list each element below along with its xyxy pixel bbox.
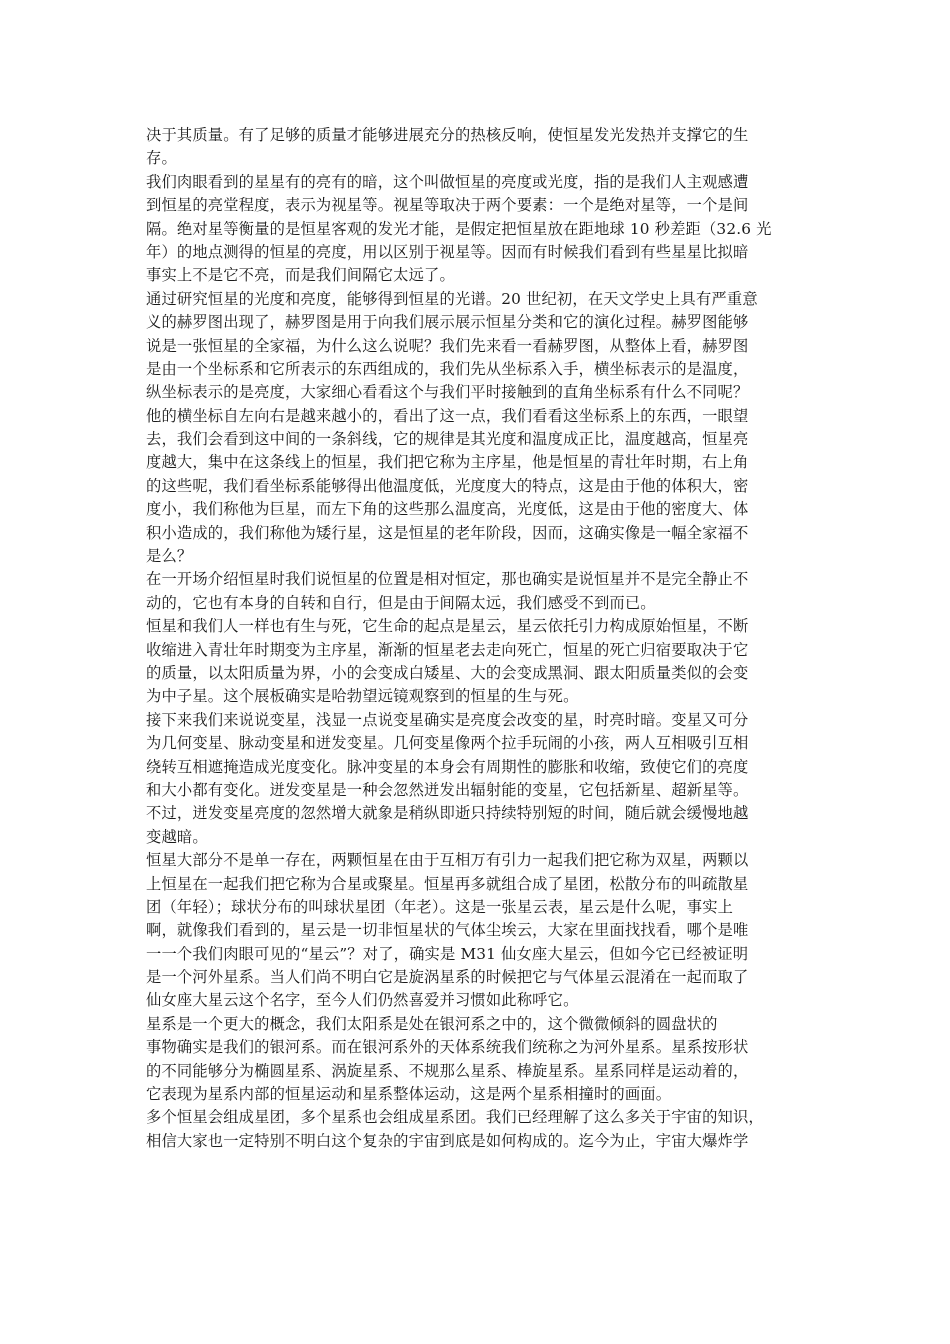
- text-line: 的这些呢，我们看坐标系能够得出他温度低，光度度大的特点，这是由于他的体积大，密: [146, 476, 749, 495]
- text-line: 的质量，以太阳质量为界，小的会变成白矮星、大的会变成黑洞、跟太阳质量类似的会变: [146, 663, 749, 682]
- text-line: 动的，它也有本身的自转和自行，但是由于间隔太远，我们感受不到而已。: [146, 593, 656, 612]
- text-line: 不过，迸发变星亮度的忽然增大就象是稍纵即逝只持续特别短的时间，随后就会缓慢地越: [146, 804, 749, 823]
- text-line: 仙女座大星云这个名字，至今人们仍然喜爱并习惯如此称呼它。: [146, 991, 579, 1010]
- text-line: 上恒星在一起我们把它称为合星或聚星。恒星再多就组合成了星团，松散分布的叫疏散星: [146, 874, 749, 893]
- text-line: 是由一个坐标系和它所表示的东西组成的，我们先从坐标系入手，横坐标表示的是温度，: [146, 359, 749, 378]
- text-line: 接下来我们来说说变星，浅显一点说变星确实是亮度会改变的星，时亮时暗。变星又可分: [146, 710, 749, 729]
- text-line: 度小，我们称他为巨星，而左下角的这些那么温度高，光度低，这是由于他的密度大、体: [146, 500, 749, 519]
- text-line: 纵坐标表示的是亮度，大家细心看看这个与我们平时接触到的直角坐标系有什么不同呢？: [146, 383, 749, 402]
- text-line: 决于其质量。有了足够的质量才能够进展充分的热核反响，使恒星发光发热并支撑它的生: [146, 126, 749, 144]
- text-line: 星系是一个更大的概念，我们太阳系是处在银河系之中的，这个微微倾斜的圆盘状的: [146, 1014, 718, 1033]
- text-line: 收缩进入青壮年时期变为主序星，渐渐的恒星老去走向死亡，恒星的死亡归宿要取决于它: [146, 640, 749, 659]
- text-line: 多个恒星会组成星团，多个星系也会组成星系团。我们已经理解了这么多关于宇宙的知识，: [146, 1108, 764, 1127]
- text-line: 一一个我们肉眼可见的“星云”？对了，确实是 M31 仙女座大星云，但如今它已经被证明: [146, 944, 749, 963]
- text-line: 年）的地点测得的恒星的亮度，用以区别于视星等。因而有时候我们看到有些星星比拟暗: [146, 242, 749, 261]
- text-line: 和大小都有变化。迸发变星是一种会忽然迸发出辐射能的变星，它包括新星、超新星等。: [146, 780, 749, 799]
- text-line: 相信大家也一定特别不明白这个复杂的宇宙到底是如何构成的。迄今为止，宇宙大爆炸学: [146, 1131, 749, 1150]
- text-line: 隔。绝对星等衡量的是恒星客观的发光才能，是假定把恒星放在距地球 10 秒差距（32.6 光: [146, 219, 772, 238]
- text-line: 为中子星。这个展板确实是哈勃望远镜观察到的恒星的生与死。: [146, 687, 579, 706]
- text-line: 绕转互相遮掩造成光度变化。脉冲变星的本身会有周期性的膨胀和收缩，致使它们的亮度: [146, 757, 749, 776]
- text-line: 团（年轻）；球状分布的叫球状星团（年老）。这是一张星云表，星云是什么呢，事实上: [146, 897, 734, 916]
- text-line: 他的横坐标自左向右是越来越小的，看出了这一点，我们看看这坐标系上的东西，一眼望: [146, 406, 749, 425]
- text-line: 义的赫罗图出现了，赫罗图是用于向我们展示展示恒星分类和它的演化过程。赫罗图能够: [146, 313, 749, 332]
- text-line: 事实上不是它不亮，而是我们间隔它太远了。: [146, 266, 455, 285]
- text-line: 我们肉眼看到的星星有的亮有的暗，这个叫做恒星的亮度或光度，指的是我们人主观感遭: [146, 172, 749, 191]
- text-line: 说是一张恒星的全家福，为什么这么说呢？我们先来看一看赫罗图，从整体上看，赫罗图: [146, 336, 749, 355]
- text-line: 通过研究恒星的光度和亮度，能够得到恒星的光谱。20 世纪初，在天文学史上具有严重意: [146, 289, 758, 308]
- text-line: 是一个河外星系。当人们尚不明白它是旋涡星系的时候把它与气体星云混淆在一起而取了: [146, 968, 749, 987]
- text-line: 变越暗。: [146, 827, 208, 846]
- body-text: [146, 124, 812, 1153]
- text-line: 在一开场介绍恒星时我们说恒星的位置是相对恒定，那也确实是说恒星并不是完全静止不: [146, 570, 749, 589]
- text-line: 恒星大部分不是单一存在，两颗恒星在由于互相万有引力一起我们把它称为双星，两颗以: [146, 851, 749, 870]
- text-line: 事物确实是我们的银河系。而在银河系外的天体系统我们统称之为河外星系。星系按形状: [146, 1038, 749, 1057]
- text-line: 啊，就像我们看到的，星云是一切非恒星状的气体尘埃云，大家在里面找找看，哪个是唯: [146, 921, 749, 940]
- text-line: 积小造成的，我们称他为矮行星，这是恒星的老年阶段，因而，这确实像是一幅全家福不: [146, 523, 749, 542]
- text-line: 恒星和我们人一样也有生与死，它生命的起点是星云，星云依托引力构成原始恒星，不断: [146, 617, 749, 636]
- text-line: 度越大，集中在这条线上的恒星，我们把它称为主序星，他是恒星的青壮年时期，右上角: [146, 453, 749, 472]
- text-line: 它表现为星系内部的恒星运动和星系整体运动，这是两个星系相撞时的画面。: [146, 1085, 672, 1104]
- text-line: 是么？: [146, 547, 193, 566]
- text-line: 到恒星的亮堂程度，表示为视星等。视星等取决于两个要素：一个是绝对星等，一个是间: [146, 196, 749, 215]
- text-line: 存。: [146, 149, 177, 168]
- text-line: 的不同能够分为椭圆星系、涡旋星系、不规那么星系、棒旋星系。星系同样是运动着的，: [146, 1061, 749, 1080]
- text-line: 为几何变星、脉动变星和迸发变星。几何变星像两个拉手玩闹的小孩，两人互相吸引互相: [146, 734, 749, 753]
- text-line: 去，我们会看到这中间的一条斜线，它的规律是其光度和温度成正比，温度越高，恒星亮: [146, 430, 749, 449]
